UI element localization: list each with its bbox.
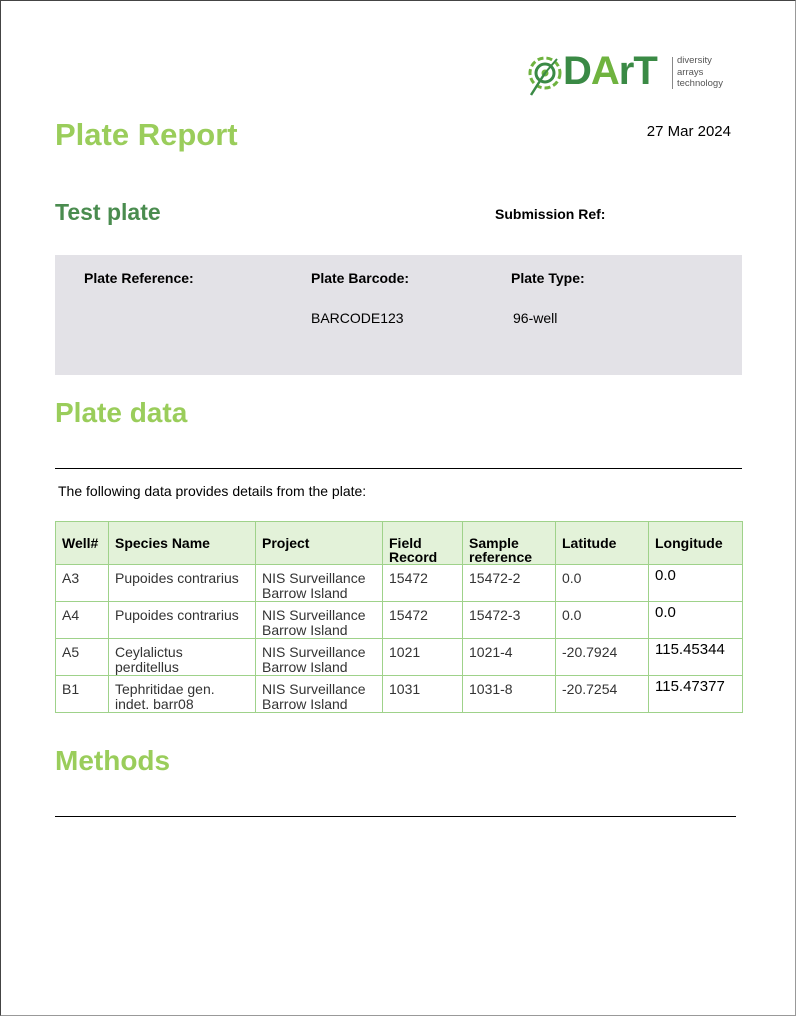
- plate-barcode-value: BARCODE123: [311, 310, 404, 326]
- plate-data-rule: [55, 468, 742, 469]
- cell-species-name: Pupoides contrarius: [109, 565, 256, 602]
- cell-sample-reference: 15472-2: [463, 565, 556, 602]
- table-row: [56, 676, 743, 713]
- plate-reference-label: Plate Reference:: [84, 270, 194, 286]
- report-title: Plate Report: [55, 117, 238, 152]
- tagline-line-2: arrays: [677, 66, 704, 78]
- cell-field-record: 15472: [383, 565, 463, 602]
- cell-longitude: 0.0: [649, 602, 743, 639]
- methods-title: Methods: [55, 745, 171, 776]
- cell-well: B1: [56, 676, 109, 713]
- cell-project: NIS Surveillance Barrow Island: [256, 676, 383, 713]
- cell-sample-reference: 1031-8: [463, 676, 556, 713]
- header-well: Well#: [56, 522, 109, 565]
- cell-latitude: 0.0: [556, 565, 649, 602]
- cell-sample-reference: 15472-3: [463, 602, 556, 639]
- cell-longitude: 115.47377: [649, 676, 743, 713]
- cell-well: A3: [56, 565, 109, 602]
- dart-target-icon: [527, 53, 563, 97]
- plate-type-label: Plate Type:: [511, 270, 585, 286]
- header-longitude: Longitude: [649, 522, 743, 565]
- table-row: [56, 565, 743, 602]
- table-row: [56, 639, 743, 676]
- tagline-line-3: technology: [677, 78, 723, 89]
- plate-data-title: Plate data: [55, 397, 188, 428]
- report-date: 27 Mar 2024: [646, 123, 731, 140]
- plate-type-value: 96-well: [513, 310, 558, 326]
- cell-latitude: 0.0: [556, 602, 649, 639]
- cell-latitude: -20.7254: [556, 676, 649, 713]
- cell-sample-reference: 1021-4: [463, 639, 556, 676]
- plate-info-box: [55, 255, 742, 375]
- cell-project: NIS Surveillance Barrow Island: [256, 639, 383, 676]
- header-species-name: Species Name: [109, 522, 256, 565]
- cell-field-record: 15472: [383, 602, 463, 639]
- tagline-line-1: diversity: [677, 55, 712, 66]
- table-header-row: [56, 522, 743, 565]
- cell-project: NIS Surveillance Barrow Island: [256, 602, 383, 639]
- cell-longitude: 0.0: [649, 565, 743, 602]
- methods-rule: [55, 816, 736, 817]
- header-sample-reference: Sample reference: [463, 522, 556, 565]
- cell-latitude: -20.7924: [556, 639, 649, 676]
- submission-ref-label: Submission Ref:: [495, 206, 606, 222]
- header-project: Project: [256, 522, 383, 565]
- logo-tagline: [677, 55, 723, 90]
- cell-species-name: Ceylalictus perditellus: [109, 639, 256, 676]
- plate-name: Test plate: [55, 199, 161, 225]
- table-row: [56, 602, 743, 639]
- plate-barcode-label: Plate Barcode:: [311, 270, 410, 286]
- cell-well: A5: [56, 639, 109, 676]
- header-field-record: Field Record: [383, 522, 463, 565]
- cell-project: NIS Surveillance Barrow Island: [256, 565, 383, 602]
- logo-wordmark: DArT: [563, 49, 657, 93]
- cell-well: A4: [56, 602, 109, 639]
- cell-field-record: 1021: [383, 639, 463, 676]
- cell-species-name: Pupoides contrarius: [109, 602, 256, 639]
- table-body: [56, 565, 743, 713]
- cell-field-record: 1031: [383, 676, 463, 713]
- plate-data-table: [55, 521, 743, 713]
- header-latitude: Latitude: [556, 522, 649, 565]
- logo-divider: [672, 57, 673, 89]
- plate-data-intro: The following data provides details from the plate:: [58, 483, 367, 499]
- cell-longitude: 115.45344: [649, 639, 743, 676]
- dart-logo: [527, 51, 737, 97]
- cell-species-name: Tephritidae gen. indet. barr08: [109, 676, 256, 713]
